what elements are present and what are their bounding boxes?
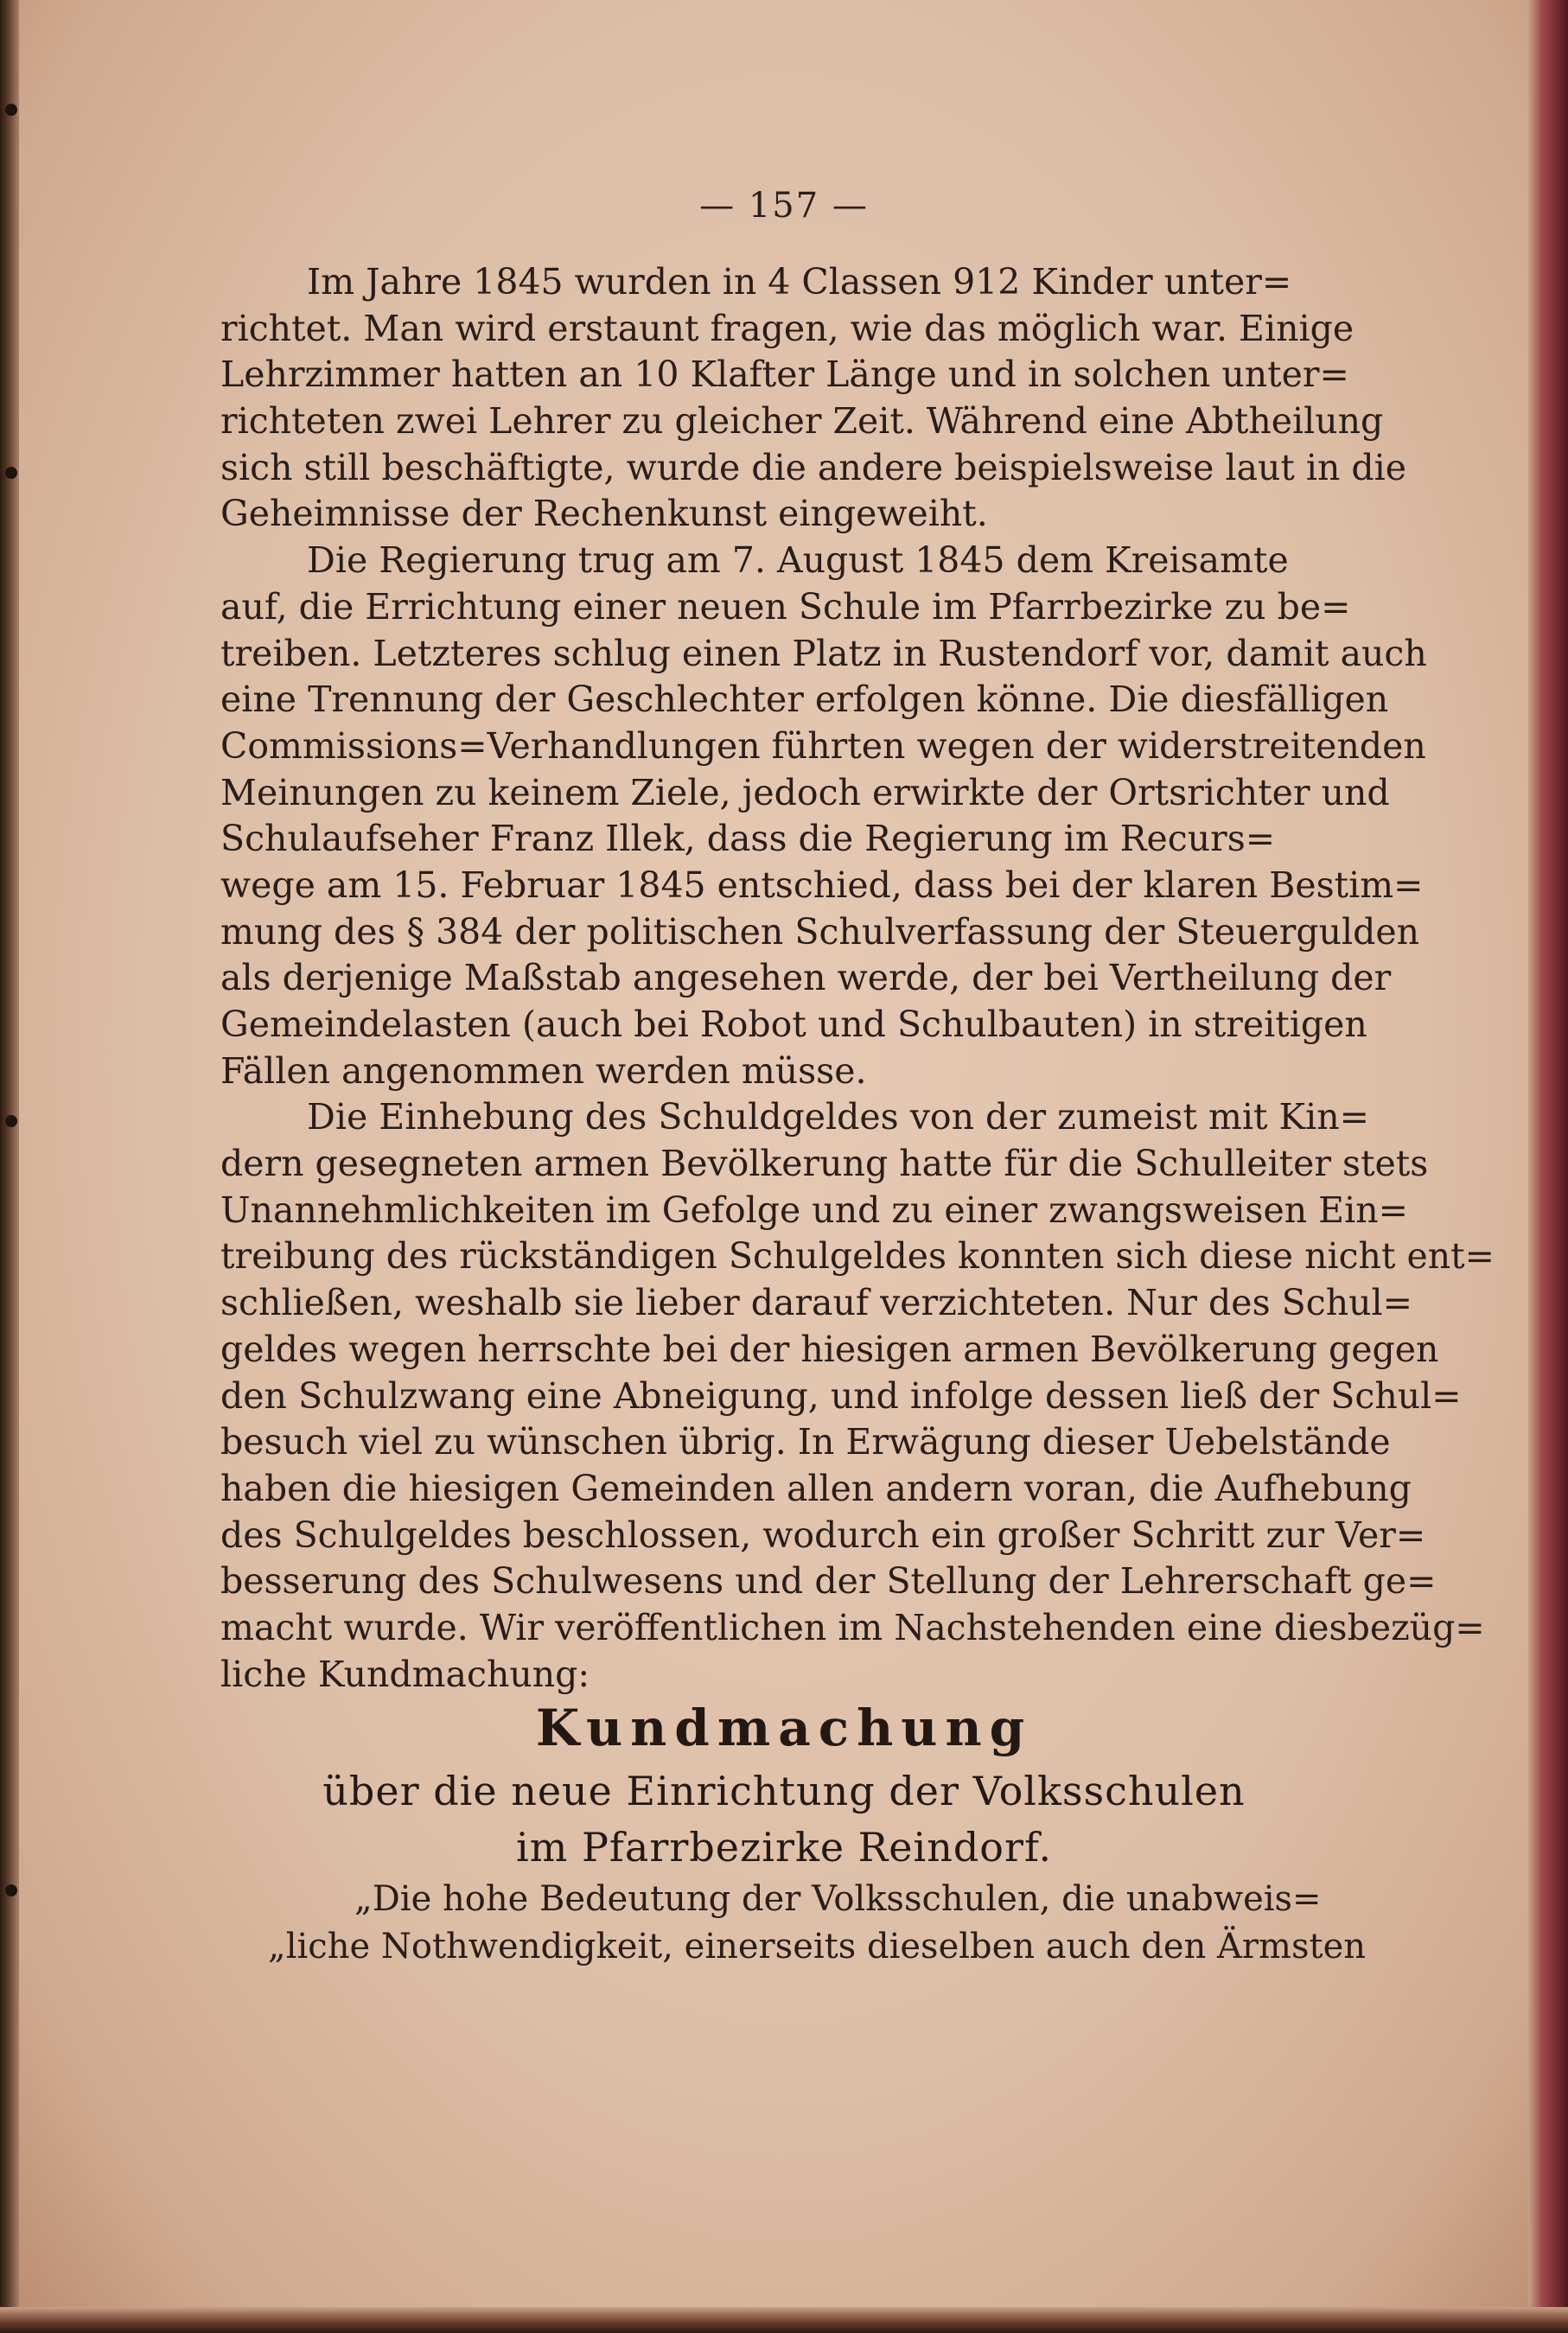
- text-line: „liche Nothwendigkeit, einerseits dieselben auch den Ärmsten: [268, 1927, 1367, 1966]
- page-bottom-edge: [0, 2307, 1568, 2333]
- text-line: „Die hohe Bedeutung der Volksschulen, die unabweis=: [354, 1879, 1322, 1919]
- announcement-subtitle: über die neue Einrichtung der Volksschulen: [322, 1768, 1246, 1814]
- text-line: sich still beschäftigte, wurde die andere beispielsweise laut in die: [220, 446, 1407, 488]
- book-cover-edge: [1528, 0, 1568, 2333]
- announcement-title: Kundmachung: [535, 1699, 1033, 1757]
- text-line: wege am 15. Februar 1845 entschied, dass bei der klaren Bestim=: [220, 864, 1424, 906]
- text-line: richteten zwei Lehrer zu gleicher Zeit. Während eine Abtheilung: [220, 400, 1384, 443]
- binding-stitch: [5, 467, 17, 479]
- text-line: Im Jahre 1845 wurden in 4 Classen 912 Kinder unter=: [307, 261, 1292, 303]
- text-line: Geheimnisse der Rechenkunst eingeweiht.: [220, 493, 988, 535]
- text-line: eine Trennung der Geschlechter erfolgen könne. Die diesfälligen: [220, 679, 1389, 721]
- text-line: Schulaufseher Franz Illek, dass die Regierung im Recurs=: [220, 818, 1276, 860]
- text-line: schließen, weshalb sie lieber darauf verzichteten. Nur des Schul=: [220, 1282, 1412, 1324]
- body-text: [220, 259, 1495, 1698]
- text-line: liche Kundmachung:: [220, 1653, 590, 1695]
- text-line: treibung des rückständigen Schulgeldes konnten sich diese nicht ent=: [220, 1235, 1495, 1278]
- text-line: treiben. Letzteres schlug einen Platz in Rustendorf vor, damit auch: [220, 632, 1427, 674]
- text-line: Unannehmlichkeiten im Gefolge und zu einer zwangsweisen Ein=: [220, 1189, 1408, 1231]
- text-line: des Schulgeldes beschlossen, wodurch ein großer Schritt zur Ver=: [220, 1514, 1426, 1556]
- text-line: dern gesegneten armen Bevölkerung hatte für die Schulleiter stets: [220, 1143, 1429, 1185]
- text-line: Commissions=Verhandlungen führten wegen der widerstreitenden: [220, 724, 1426, 767]
- text-line: Die Regierung trug am 7. August 1845 dem Kreisamte: [307, 539, 1289, 582]
- announcement-text: [268, 1876, 1367, 1971]
- binding-edge: [0, 0, 19, 2333]
- text-line: Gemeindelasten (auch bei Robot und Schulbauten) in streitigen: [220, 1004, 1367, 1045]
- text-line: auf, die Errichtung einer neuen Schule im Pfarrbezirke zu be=: [220, 585, 1351, 628]
- text-line: richtet. Man wird erstaunt fragen, wie das möglich war. Einige: [220, 307, 1354, 349]
- text-line: als derjenige Maßstab angesehen werde, der bei Vertheilung der: [220, 957, 1392, 999]
- binding-stitch: [5, 1884, 17, 1896]
- text-line: macht wurde. Wir veröffentlichen im Nachstehenden eine diesbezüg=: [220, 1606, 1485, 1648]
- announcement-subtitle: im Pfarrbezirke Reindorf.: [516, 1824, 1052, 1871]
- text-line: den Schulzwang eine Abneigung, und infolge dessen ließ der Schul=: [220, 1374, 1462, 1417]
- page-number: — 157 —: [699, 186, 869, 226]
- text-line: besserung des Schulwesens und der Stellung der Lehrerschaft ge=: [220, 1560, 1437, 1603]
- binding-stitch: [5, 104, 17, 116]
- text-line: geldes wegen herrschte bei der hiesigen armen Bevölkerung gegen: [220, 1328, 1439, 1370]
- text-line: besuch viel zu wünschen übrig. In Erwägung dieser Uebelstände: [220, 1421, 1391, 1463]
- text-line: Meinungen zu keinem Ziele, jedoch erwirkte der Ortsrichter und: [220, 771, 1390, 813]
- text-line: haben die hiesigen Gemeinden allen andern voran, die Aufhebung: [220, 1467, 1412, 1509]
- text-line: Lehrzimmer hatten an 10 Klafter Länge und in solchen unter=: [220, 354, 1349, 396]
- binding-stitch: [5, 1115, 17, 1127]
- text-line: Fällen angenommen werden müsse.: [220, 1049, 867, 1092]
- text-line: Die Einhebung des Schuldgeldes von der zumeist mit Kin=: [307, 1096, 1369, 1138]
- text-line: mung des § 384 der politischen Schulverfassung der Steuergulden: [220, 910, 1420, 953]
